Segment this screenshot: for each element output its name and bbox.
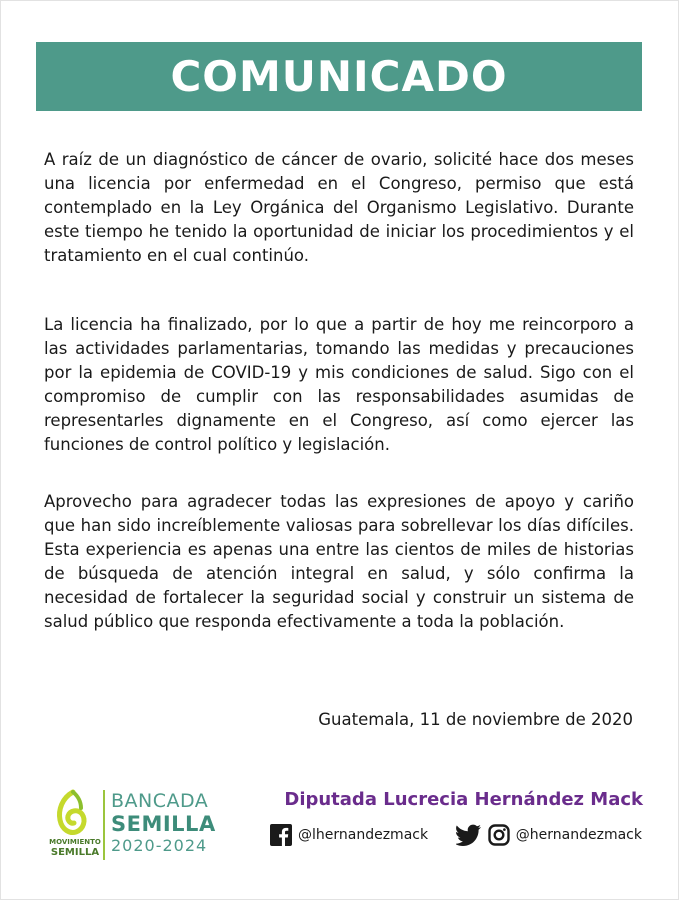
bancada-period: 2020-2024 [111,836,208,855]
title-banner [36,42,642,111]
paragraph-3: Aprovecho para agradecer todas las expresiones de apoyo y cariño que han sido increíblemente valiosas para sobrellevar los días difíciles. Esta experiencia es apenas una entre las cientos de miles de historias de búsqueda de atención integral en salud, y sólo confirma la necesidad de fortalecer la seguridad social y construir un sistema de salud público que responda efectivamente a toda la población. [44,492,634,631]
twitter-instagram-handle[interactable]: @hernandezmack [515,827,642,843]
facebook-handle-group[interactable] [270,822,428,848]
bancada-name: SEMILLA [111,812,216,836]
logo-caption-movimiento: MOVIMIENTO [49,838,101,846]
twitter-instagram-handle-group[interactable] [456,822,642,848]
facebook-icon[interactable] [270,824,292,846]
logo-stem [73,792,81,808]
twitter-icon[interactable] [456,824,482,846]
facebook-handle[interactable]: @lhernandezmack [298,827,429,843]
page-title: COMUNICADO [170,51,508,101]
instagram-icon[interactable] [488,824,510,846]
signature-name: Diputada Lucrecia Hernández Mack [284,789,643,810]
date-line: Guatemala, 11 de noviembre de 2020 [318,710,633,729]
logo-caption-semilla: SEMILLA [50,847,100,858]
paragraph-1: A raíz de un diagnóstico de cáncer de ovario, solicité hace dos meses una licencia por enfermedad en el Congreso, permiso que está contemplado en la Ley Orgánica del Organismo Legislativo. Durante este tiempo he tenido la oportunidad de iniciar los procedimientos y el tratamiento en el cual continúo. [44,150,634,265]
paragraph-2: La licencia ha finalizado, por lo que a partir de hoy me reincorporo a las actividades parlamentarias, tomando las medidas y precauciones por la epidemia de COVID-19 y mis condiciones de salud. Sigo con el compromiso de cumplir con las responsabilidades asumidas de representarles dignamente en el Congreso, así como ejercer las funciones de control político y legislación. [44,315,634,454]
bancada-label: BANCADA [111,790,209,812]
footer-divider [103,790,105,860]
